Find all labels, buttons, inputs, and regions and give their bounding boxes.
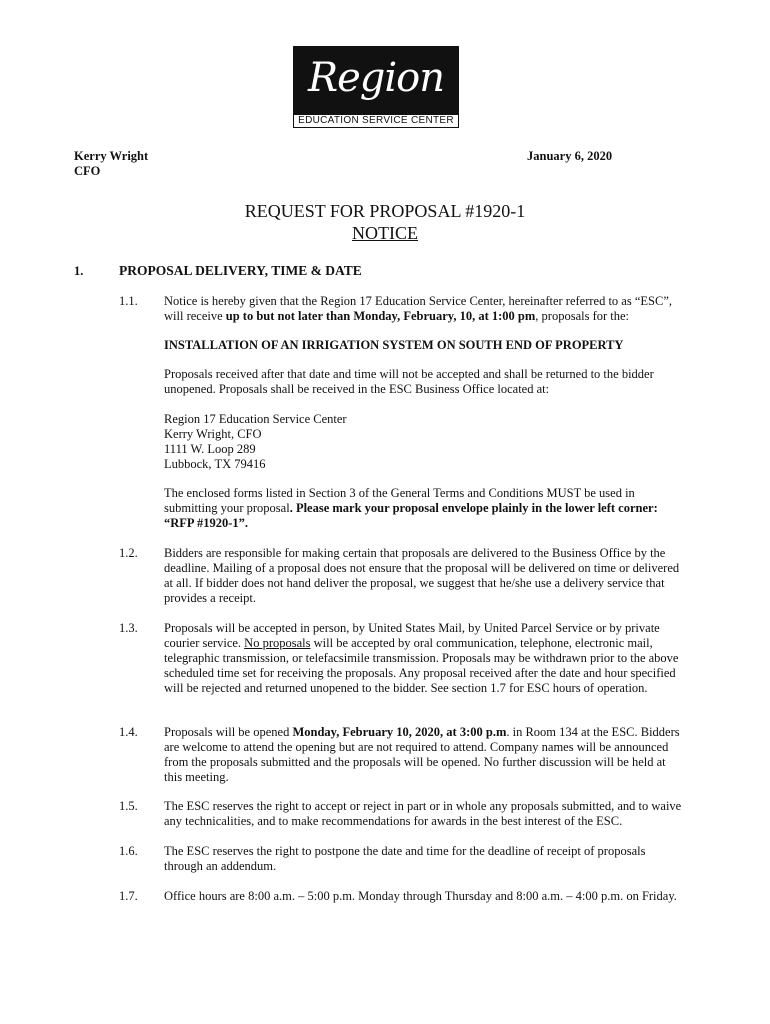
delivery-address (164, 412, 684, 472)
item-1-1-intro: Notice is hereby given that the Region 17 Education Service Center, hereinafter referred to as “ESC”, will receive up to but not later than Monday, February, 10, at 1:00 pm, proposals for the: (164, 294, 672, 323)
item-1-6-text: The ESC reserves the right to postpone the date and time for the deadline of receipt of proposals through an addendum. (164, 844, 646, 873)
section-title: PROPOSAL DELIVERY, TIME & DATE (119, 263, 362, 278)
item-number: 1.1. (119, 294, 138, 308)
item-1-5-text: The ESC reserves the right to accept or reject in part or in whole any proposals submitted, and to waive any technicalities, and to make recommendations for awards in the best interest of the ESC. (164, 799, 682, 828)
item-1-3-text: Proposals will be accepted in person, by United States Mail, by United Parcel Service or by private courier service. No proposals will be accepted by oral communication, telephone, electronic mail, telegraphic transmission, or telefacsimile transmission. Proposals may be withdrawn prior to the above scheduled time set for receiving the proposals. Any proposal received after the date and hour specified will be rejected and returned unopened to the bidder. See section 1.7 for ESC hours of operation. (164, 621, 679, 695)
page-subtitle: NOTICE (352, 223, 418, 243)
item-number: 1.5. (119, 799, 138, 813)
item-1-1-forms: The enclosed forms listed in Section 3 of the General Terms and Conditions MUST be used in submitting your proposal. Please mark your proposal envelope plainly in the lower left corner: “RFP #1920-1”. (164, 486, 658, 530)
item-number: 1.3. (119, 621, 138, 635)
section-number: 1. (74, 264, 84, 278)
item-number: 1.6. (119, 844, 138, 858)
item-number: 1.4. (119, 725, 138, 739)
sender-role: CFO (74, 164, 101, 178)
sender-name: Kerry Wright (74, 149, 149, 163)
logo-subtitle: EDUCATION SERVICE CENTER (293, 114, 459, 128)
address-line: Kerry Wright, CFO (164, 427, 262, 441)
address-line: Lubbock, TX 79416 (164, 457, 266, 471)
item-1-7-text: Office hours are 8:00 a.m. – 5:00 p.m. Monday through Thursday and 8:00 a.m. – 4:00 p.m. on Friday. (164, 889, 677, 903)
item-1-4-text: Proposals will be opened Monday, February 10, 2020, at 3:00 p.m. in Room 134 at the ESC. Bidders are welcome to attend the opening but are not required to attend. Company names will be announced from the proposals submitted and the proposals will be opened. No further discussion will be held at this meeting. (164, 725, 680, 784)
letter-date: January 6, 2020 (527, 149, 613, 163)
item-number: 1.7. (119, 889, 138, 903)
item-1-2-text: Bidders are responsible for making certain that proposals are delivered to the Business Office by the deadline. Mailing of a proposal does not ensure that the proposal will be delivered on time or delivered at all. If bidder does not hand deliver the proposal, we suggest that he/she use a delivery service that provides a receipt. (164, 546, 680, 605)
project-title: INSTALLATION OF AN IRRIGATION SYSTEM ON SOUTH END OF PROPERTY (164, 338, 624, 352)
address-line: 1111 W. Loop 289 (164, 442, 256, 456)
item-number: 1.2. (119, 546, 138, 560)
page-title: REQUEST FOR PROPOSAL #1920-1 (244, 201, 526, 221)
address-line: Region 17 Education Service Center (164, 412, 347, 426)
logo-script-text: Region 17 (307, 55, 445, 165)
item-1-1-rejection: Proposals received after that date and time will not be accepted and shall be returned to the bidder unopened. Proposals shall be received in the ESC Business Office located at: (164, 367, 654, 396)
